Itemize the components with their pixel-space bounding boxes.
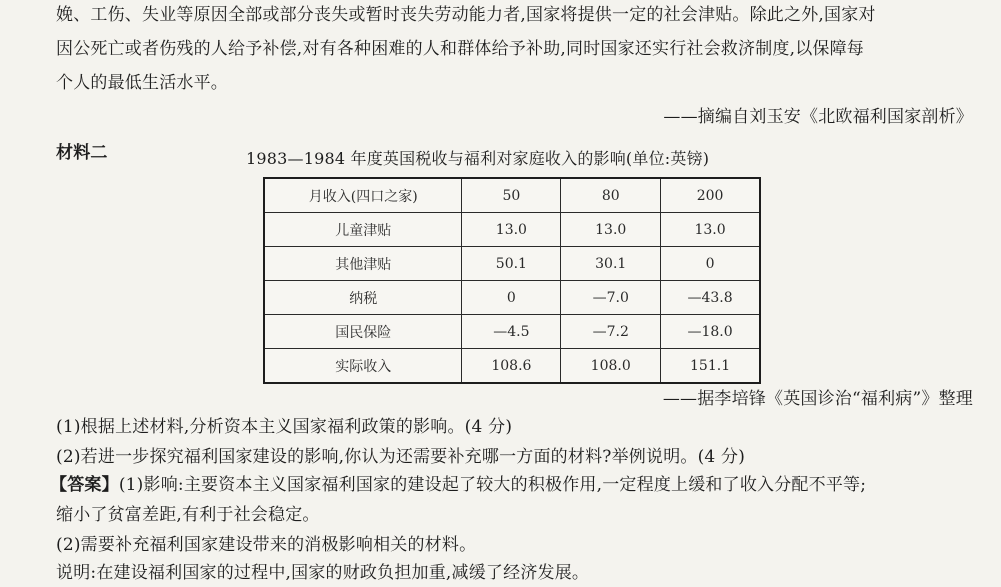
table-cell: —7.2 [561, 315, 661, 349]
table-cell: 13.0 [561, 213, 661, 247]
answer-line-3: (2)需要补充福利国家建设带来的消极影响相关的材料。 [56, 535, 477, 555]
table-caption: 1983—1984 年度英国税收与福利对家庭收入的影响(单位:英镑) [246, 149, 710, 168]
material1-source: ——摘编自刘玉安《北欧福利国家剖析》 [663, 107, 973, 127]
table-cell: 13.0 [661, 213, 760, 247]
table-cell: 国民保险 [264, 315, 462, 349]
table-row [264, 178, 760, 213]
material2-source: ——据李培锋《英国诊治“福利病”》整理 [662, 389, 973, 409]
table-cell: 80 [561, 178, 661, 213]
table-cell: 0 [462, 281, 561, 315]
table-cell: 0 [661, 247, 760, 281]
table-row [264, 247, 760, 281]
answer-text-1: (1)影响:主要资本主义国家福利国家的建设起了较大的积极作用,一定程度上缓和了收入分配不平等; [118, 475, 867, 495]
answer-line-2: 缩小了贫富差距,有利于社会稳定。 [56, 505, 320, 525]
table-row [264, 315, 760, 349]
table-cell: 30.1 [561, 247, 661, 281]
material2-label: 材料二 [56, 143, 108, 163]
income-table [263, 177, 761, 384]
table-cell: 151.1 [661, 349, 760, 384]
table-cell: 50.1 [462, 247, 561, 281]
table-cell: 200 [661, 178, 760, 213]
question-1: (1)根据上述材料,分析资本主义国家福利政策的影响。(4 分) [56, 417, 513, 437]
table-cell: 13.0 [462, 213, 561, 247]
material1-line-1: 娩、工伤、失业等原因全部或部分丧失或暂时丧失劳动能力者,国家将提供一定的社会津贴。除此之外,国家对 [56, 5, 876, 25]
answer-tag: 【答案】 [50, 475, 119, 495]
material1-line-2: 因公死亡或者伤残的人给予补偿,对有各种困难的人和群体给予补助,同时国家还实行社会救济制度,以保障每 [56, 39, 865, 59]
answer-line-1 [50, 474, 866, 496]
table-cell: 月收入(四口之家) [264, 178, 462, 213]
answer-line-4: 说明:在建设福利国家的过程中,国家的财政负担加重,减缓了经济发展。 [56, 563, 590, 583]
question-2: (2)若进一步探究福利国家建设的影响,你认为还需要补充哪一方面的材料?举例说明。(4 分) [56, 447, 746, 467]
table-cell: 纳税 [264, 281, 462, 315]
table-row [264, 349, 760, 384]
table-row [264, 281, 760, 315]
material1-line-3: 个人的最低生活水平。 [56, 73, 228, 93]
table-cell: 50 [462, 178, 561, 213]
table-row [264, 213, 760, 247]
table-cell: —4.5 [462, 315, 561, 349]
table-cell: 其他津贴 [264, 247, 462, 281]
table-cell: 实际收入 [264, 349, 462, 384]
table-cell: 108.0 [561, 349, 661, 384]
table-cell: —7.0 [561, 281, 661, 315]
table-cell: 儿童津贴 [264, 213, 462, 247]
table-cell: 108.6 [462, 349, 561, 384]
table-cell: —43.8 [661, 281, 760, 315]
table-cell: —18.0 [661, 315, 760, 349]
